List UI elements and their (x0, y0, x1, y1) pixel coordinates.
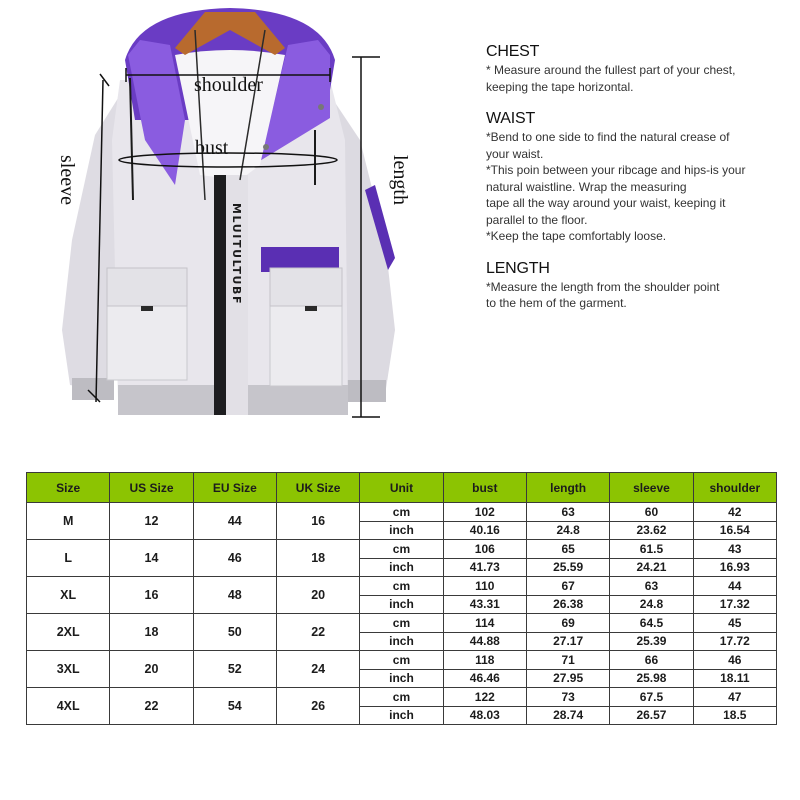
guide-line: to the hem of the garment. (486, 296, 627, 310)
cell-shoulder: 16.54 (693, 521, 776, 540)
cell-unit: inch (360, 706, 443, 725)
cell-size: M (27, 503, 110, 540)
guide-line: *Keep the tape comfortably loose. (486, 229, 667, 243)
cell-bust: 102 (443, 503, 526, 522)
cell-length: 27.17 (526, 632, 609, 651)
size-chart-table (26, 472, 777, 725)
cell-unit: inch (360, 558, 443, 577)
sleeve-annotation: sleeve (56, 155, 78, 205)
guide-line: *Measure the length from the shoulder point (486, 279, 720, 294)
cell-sleeve: 60 (610, 503, 693, 522)
cell-sleeve: 25.98 (610, 669, 693, 688)
snap-button (318, 104, 324, 110)
cell-size: L (27, 540, 110, 577)
cell-unit: inch (360, 595, 443, 614)
cell-unit: cm (360, 577, 443, 596)
cell-size: 3XL (27, 651, 110, 688)
table-row (27, 503, 777, 522)
guide-line: *Bend to one side to find the natural crease of (486, 130, 730, 144)
table-row (27, 577, 777, 596)
right-cuff (342, 380, 386, 402)
cell-sleeve: 24.8 (610, 595, 693, 614)
table-row (27, 651, 777, 670)
cell-bust: 118 (443, 651, 526, 670)
cell-sleeve: 23.62 (610, 521, 693, 540)
guide-line: keeping the tape horizontal. (486, 79, 634, 94)
left-cuff (72, 378, 114, 400)
cell-uk-size: 26 (276, 688, 359, 725)
cell-bust: 122 (443, 688, 526, 707)
cell-shoulder: 18.5 (693, 706, 776, 725)
cell-shoulder: 17.72 (693, 632, 776, 651)
cell-uk-size: 22 (276, 614, 359, 651)
guide-title: WAIST (486, 110, 536, 127)
cell-length: 26.38 (526, 595, 609, 614)
cell-length: 63 (526, 503, 609, 522)
cell-unit: inch (360, 632, 443, 651)
cell-shoulder: 44 (693, 577, 776, 596)
cell-shoulder: 17.32 (693, 595, 776, 614)
table-row (27, 614, 777, 633)
cell-bust: 114 (443, 614, 526, 633)
length-annotation: length (389, 155, 411, 205)
cell-length: 27.95 (526, 669, 609, 688)
guide-section-chest (486, 42, 786, 95)
cell-unit: cm (360, 688, 443, 707)
cell-eu-size: 48 (193, 577, 276, 614)
cell-length: 67 (526, 577, 609, 596)
cell-shoulder: 47 (693, 688, 776, 707)
cell-unit: cm (360, 503, 443, 522)
header-shoulder: shoulder (693, 473, 776, 503)
right-pocket-flap (270, 268, 342, 306)
guide-line: tape all the way around your waist, keeping it (486, 196, 726, 210)
cell-size: XL (27, 577, 110, 614)
table-row (27, 688, 777, 707)
cell-shoulder: 45 (693, 614, 776, 633)
cell-sleeve: 25.39 (610, 632, 693, 651)
left-pocket-tab (141, 306, 153, 311)
guide-line: parallel to the floor. (486, 212, 588, 227)
cell-eu-size: 52 (193, 651, 276, 688)
cell-bust: 110 (443, 577, 526, 596)
zipper (214, 175, 226, 415)
cell-us-size: 14 (110, 540, 193, 577)
cell-unit: cm (360, 614, 443, 633)
header-unit: Unit (360, 473, 443, 503)
header-uk-size: UK Size (276, 473, 359, 503)
cell-shoulder: 43 (693, 540, 776, 559)
jacket-illustration (0, 0, 470, 440)
cell-length: 73 (526, 688, 609, 707)
header-us-size: US Size (110, 473, 193, 503)
cell-length: 69 (526, 614, 609, 633)
guide-title: LENGTH (486, 259, 550, 277)
guide-line: your waist. (486, 146, 544, 161)
cell-uk-size: 16 (276, 503, 359, 540)
cell-us-size: 22 (110, 688, 193, 725)
snap-button (263, 144, 269, 150)
guide-section-length (486, 259, 786, 312)
cell-size: 4XL (27, 688, 110, 725)
right-pocket-tab (305, 306, 317, 311)
cell-shoulder: 46 (693, 651, 776, 670)
header-length: length (526, 473, 609, 503)
cell-bust: 40.16 (443, 521, 526, 540)
cell-bust: 46.46 (443, 669, 526, 688)
cell-us-size: 20 (110, 651, 193, 688)
cell-sleeve: 61.5 (610, 540, 693, 559)
measurement-guide (486, 42, 786, 326)
cell-length: 28.74 (526, 706, 609, 725)
guide-line: *This poin between your ribcage and hips-is your (486, 163, 746, 177)
cell-length: 65 (526, 540, 609, 559)
header-bust: bust (443, 473, 526, 503)
bust-annotation: bust (195, 137, 229, 159)
cell-uk-size: 20 (276, 577, 359, 614)
table-row (27, 540, 777, 559)
cell-sleeve: 66 (610, 651, 693, 670)
cell-us-size: 18 (110, 614, 193, 651)
cell-eu-size: 50 (193, 614, 276, 651)
cell-bust: 106 (443, 540, 526, 559)
cell-bust: 43.31 (443, 595, 526, 614)
cell-eu-size: 44 (193, 503, 276, 540)
cell-sleeve: 64.5 (610, 614, 693, 633)
header-size: Size (27, 473, 110, 503)
cell-eu-size: 46 (193, 540, 276, 577)
cell-sleeve: 24.21 (610, 558, 693, 577)
cell-unit: inch (360, 669, 443, 688)
guide-section-waist (486, 109, 786, 245)
cell-unit: cm (360, 651, 443, 670)
left-pocket-flap (107, 268, 187, 306)
guide-line: * Measure around the fullest part of your chest, (486, 63, 736, 77)
cell-shoulder: 16.93 (693, 558, 776, 577)
cell-uk-size: 24 (276, 651, 359, 688)
cell-unit: cm (360, 540, 443, 559)
cell-sleeve: 67.5 (610, 688, 693, 707)
guide-line: natural waistline. Wrap the measuring (486, 179, 687, 194)
chest-print-text: MLUITULTUBF (230, 203, 243, 306)
shoulder-annotation: shoulder (194, 74, 263, 96)
cell-length: 24.8 (526, 521, 609, 540)
cell-unit: inch (360, 521, 443, 540)
cell-sleeve: 63 (610, 577, 693, 596)
cell-eu-size: 54 (193, 688, 276, 725)
cell-length: 71 (526, 651, 609, 670)
cell-bust: 48.03 (443, 706, 526, 725)
guide-title: CHEST (486, 43, 540, 60)
cell-us-size: 12 (110, 503, 193, 540)
cell-uk-size: 18 (276, 540, 359, 577)
cell-length: 25.59 (526, 558, 609, 577)
cell-us-size: 16 (110, 577, 193, 614)
header-eu-size: EU Size (193, 473, 276, 503)
cell-shoulder: 42 (693, 503, 776, 522)
cell-sleeve: 26.57 (610, 706, 693, 725)
cell-bust: 44.88 (443, 632, 526, 651)
cell-bust: 41.73 (443, 558, 526, 577)
header-sleeve: sleeve (610, 473, 693, 503)
table-header-row (27, 473, 777, 503)
sleeve-tick-top (100, 74, 109, 86)
cell-shoulder: 18.11 (693, 669, 776, 688)
cell-size: 2XL (27, 614, 110, 651)
